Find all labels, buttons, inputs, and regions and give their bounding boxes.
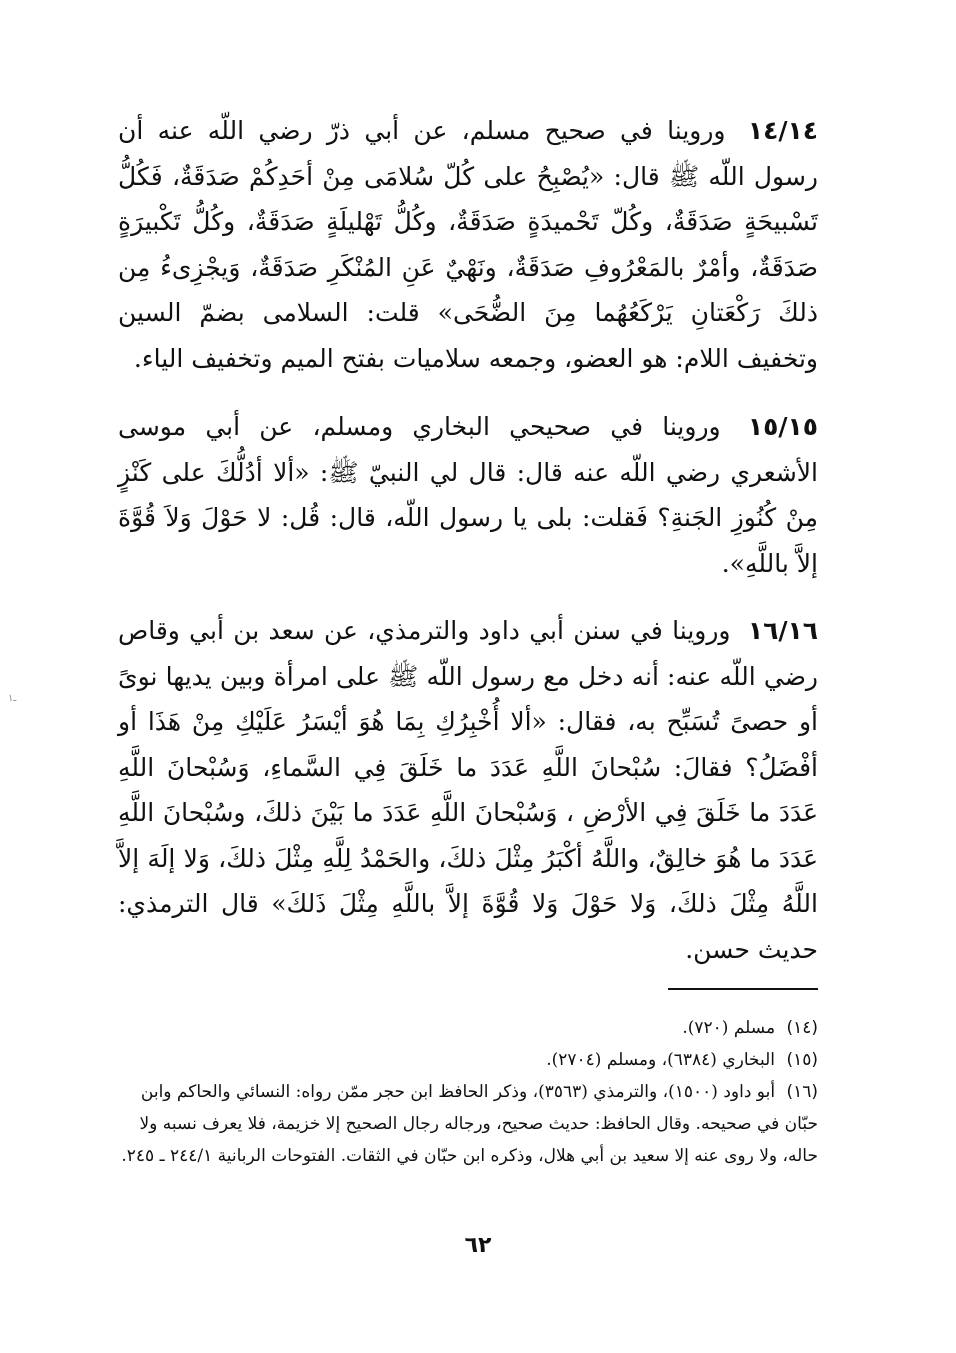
paragraph-14: [118, 108, 818, 381]
footnote-separator: [668, 988, 818, 990]
paragraph-number: ١٥/١٥: [747, 412, 819, 441]
footnote-15: [118, 1044, 818, 1076]
margin-mark: ـ١: [8, 693, 17, 704]
paragraph-text: وروينا في سنن أبي داود والترمذي، عن سعد بن أبي وقاص رضي اللّه عنه: أنه دخل مع رسول اللّه ﷺ على امرأة وبين يديها نوىً أو حصىً تُسَبِّح به، فقال: «ألا أُخْبِرُكِ بِمَا هُوَ أيْسَرُ عَلَيْكِ مِنْ هَذَا أو أفْضَلُ؟ فقالَ: سُبْحانَ اللَّهِ عَدَدَ ما خَلَقَ فِي السَّماءِ، وَسُبْحانَ اللَّهِ عَدَدَ ما خَلَقَ فِي الأرْضِ ، وَسُبْحانَ اللَّهِ عَدَدَ ما بَيْنَ ذلكَ، وسُبْحانَ اللَّهِ عَدَدَ ما هُوَ خالِقٌ، واللَّهُ أكْبَرُ مِثْلَ ذلكَ، والحَمْدُ لِلَّهِ مِثْلَ ذلكَ، وَلا إلَهَ إلاَّ اللَّهُ مِثْلَ ذلكَ، وَلا حَوْلَ وَلا قُوَّةَ إلاَّ باللَّهِ مِثْلَ ذَلكَ» قال الترمذي: حديث حسن.: [118, 616, 818, 964]
footnotes: [118, 1012, 818, 1172]
footnote-text: البخاري (٦٣٨٤)، ومسلم (٢٧٠٤).: [546, 1050, 776, 1070]
paragraph-number: ١٦/١٦: [747, 616, 818, 645]
page-number: ٦٢: [464, 1233, 492, 1258]
footnote-number: (١٦): [786, 1082, 818, 1102]
paragraph-text: وروينا في صحيحي البخاري ومسلم، عن أبي موسى الأشعري رضي اللّه عنه قال: قال لي النبيّ ﷺ: «ألا أدُلُّكَ على كَنْزٍ مِنْ كُنُوزِ الجَنةِ؟ فَقلت: بلى يا رسول اللّه، قال: قُل: لا حَوْلَ وَلاَ قُوَّةَ إلاَّ باللَّهِ».: [118, 412, 818, 578]
footnote-number: (١٤): [786, 1018, 818, 1038]
paragraph-16: [118, 608, 818, 972]
paragraph-text: وروينا في صحيح مسلم، عن أبي ذرّ رضي اللّه عنه أن رسول اللّه ﷺ قال: «يُصْبِحُ على كُلّ سُلامَى مِنْ أحَدِكُمْ صَدَقَةٌ، فَكُلُّ تَسْبيحَةٍ صَدَقَةٌ، وكُلّ تَحْميدَةٍ صَدَقَةٌ، وكُلُّ تَهْليلَةٍ صَدَقَةٌ، وكُلُّ تَكْبيرَةٍ صَدَقَةٌ، وأمْرٌ بالمَعْرُوفِ صَدَقَةٌ، ونَهْيٌ عَنِ المُنْكَرِ صَدَقَةٌ، وَيجْزِىءُ مِن ذلكَ رَكْعَتانِ يَرْكَعُهُما مِنَ الضُّحَى» قلت: السلامى بضمّ السين وتخفيف اللام: هو العضو، وجمعه سلاميات بفتح الميم وتخفيف الياء.: [118, 116, 818, 373]
paragraph-number: ١٤/١٤: [747, 116, 818, 145]
paragraph-15: [118, 404, 818, 586]
footnote-text: مسلم (٧٢٠).: [682, 1018, 776, 1038]
footnote-number: (١٥): [786, 1050, 818, 1070]
footnote-16: [118, 1076, 818, 1172]
footnote-14: [118, 1012, 818, 1044]
footnote-text: أبو داود (١٥٠٠)، والترمذي (٣٥٦٣)، وذكر الحافظ ابن حجر ممّن رواه: النسائي والحاكم وابن حبّان في صحيحه. وقال الحافظ: حديث صحيح، ورجاله رجال الصحيح إلا خزيمة، فلا يعرف نسبه ولا حاله، ولا روى عنه إلا سعيد بن أبي هلال، وذكره ابن حبّان في الثقات. الفتوحات الربانية ٢٤٤/١ ـ ٢٤٥.: [121, 1082, 818, 1166]
